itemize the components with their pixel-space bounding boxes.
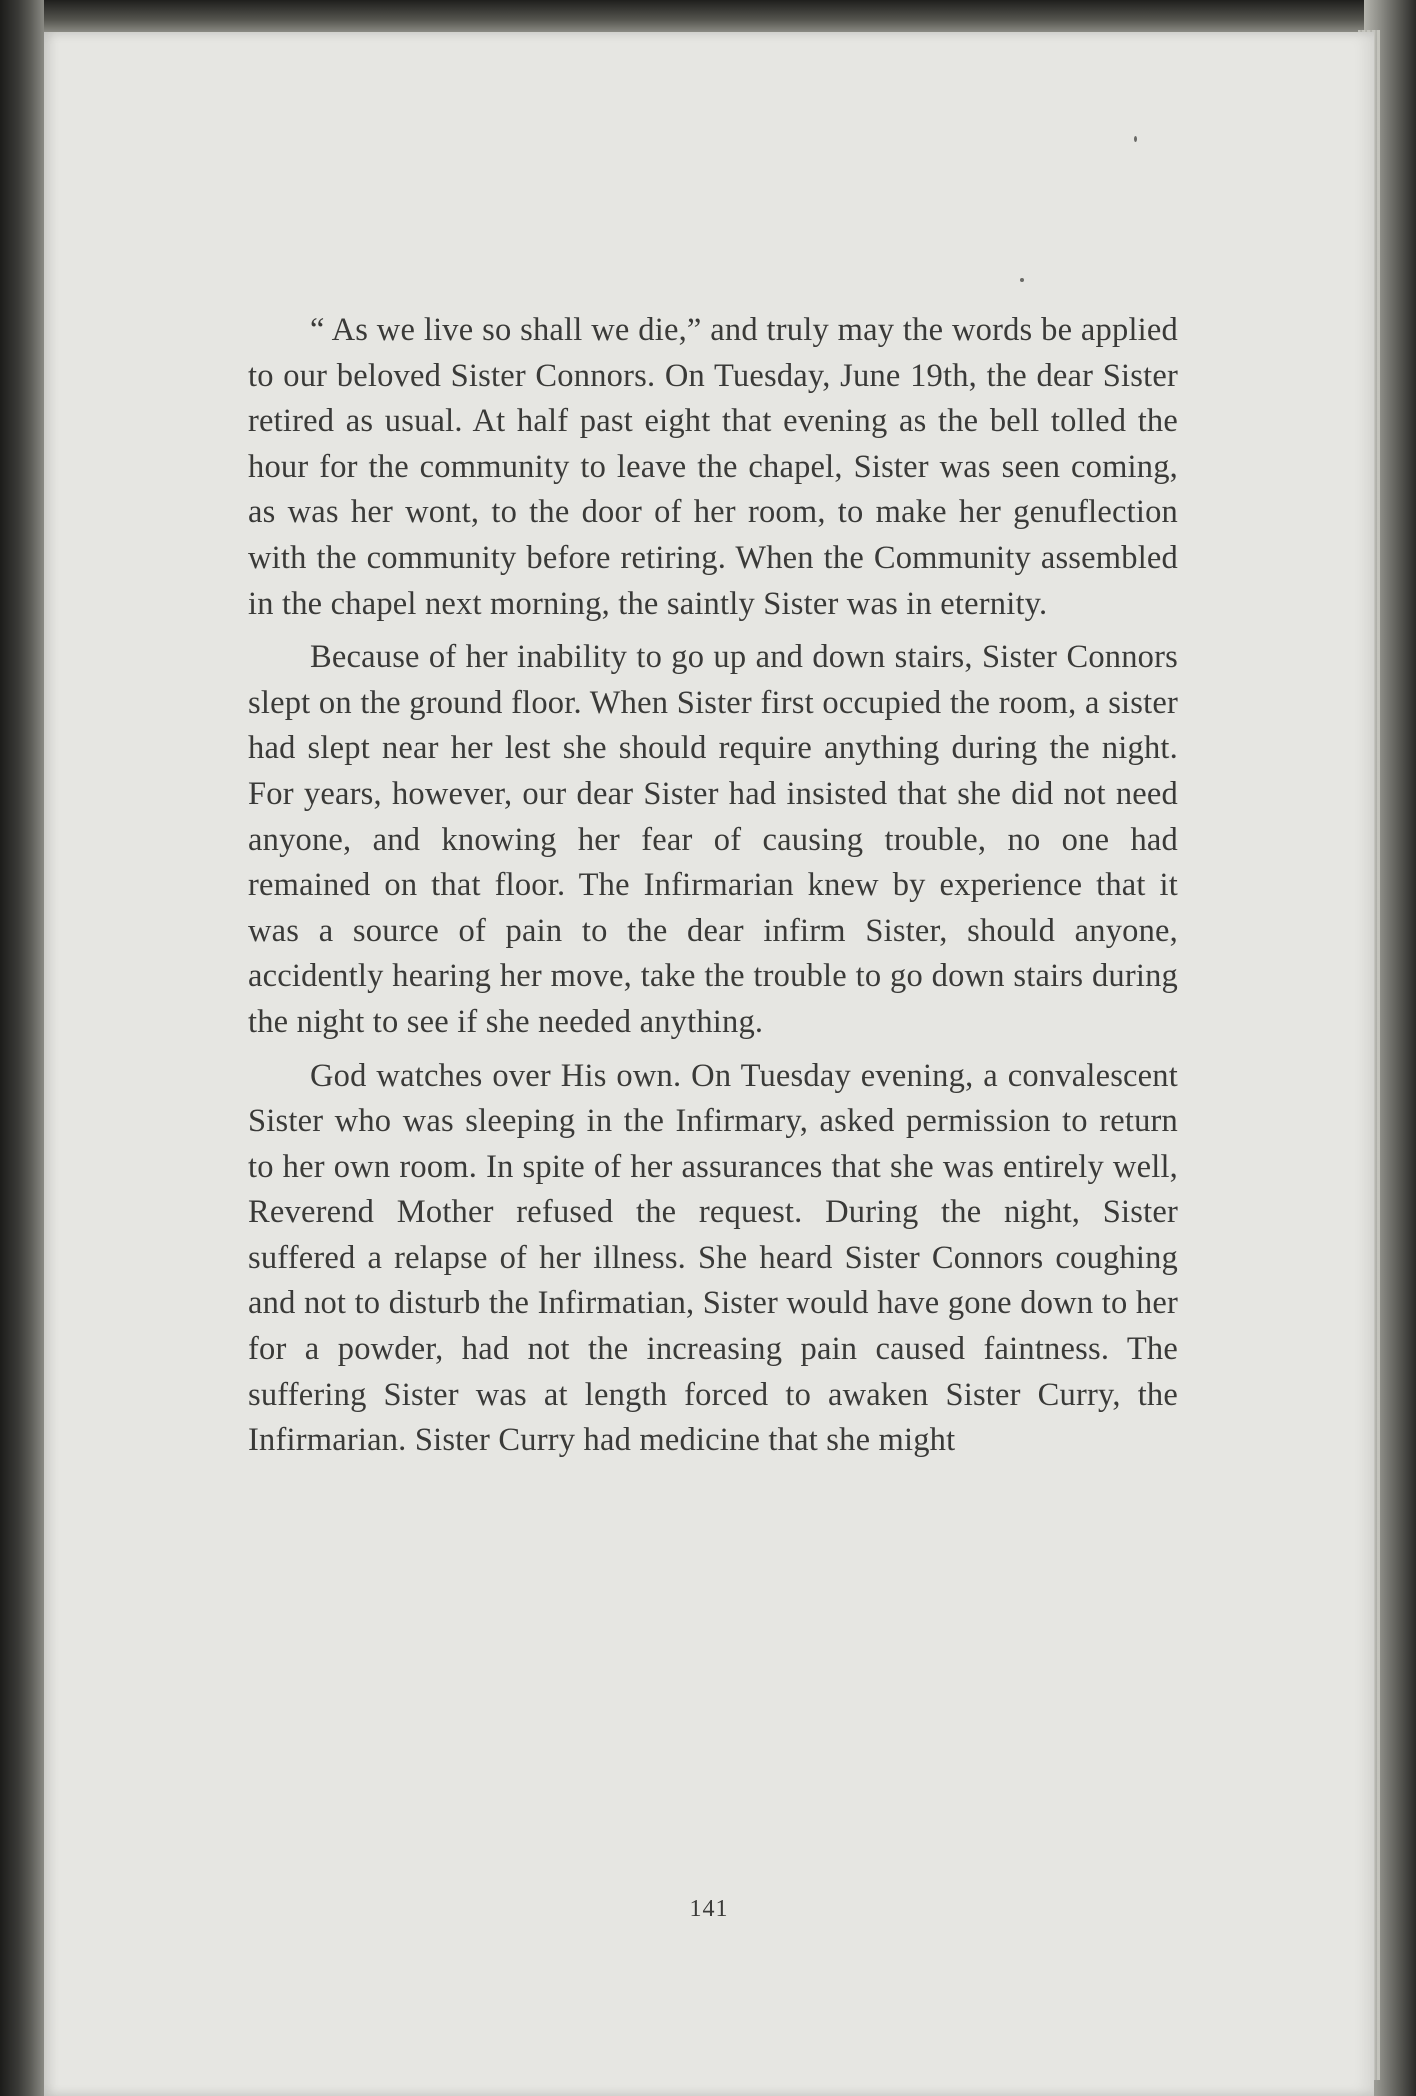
paragraph-1: “ As we live so shall we die,” and truly may the words be applied to our beloved Sister Connors. On Tuesday, June 19th, the dear Sister retired as usual. At half past eight that evening as the bell tolled the hour for the community to leave the chapel, Sister was seen coming, as was her wont, to the door of her room, to make her genuflection with the community before retiring. When the Community assembled in the chapel next morning, the saintly Sister was in eternity. <box>248 312 1178 622</box>
scan-speck <box>1134 136 1137 142</box>
body-text <box>248 308 1178 1464</box>
paragraph-3: God watches over His own. On Tuesday evening, a convalescent Sister who was sleeping in the Infirmary, asked permission to return to her own room. In spite of her assurances that she was entirely well, Reverend Mother refused the request. During the night, Sister suffered a relapse of her illness. She heard Sister Connors coughing and not to disturb the Infirmatian, Sister would have gone down to her for a powder, had not the increasing pain caused faintness. The suffering Sister was at length forced to awaken Sister Curry, the Infirmarian. Sister Curry had medicine that she might <box>248 1057 1178 1459</box>
book-top-edge <box>0 0 1416 36</box>
book-binding <box>0 0 44 2096</box>
book-page <box>44 32 1374 2096</box>
page-number: 141 <box>689 1896 729 1922</box>
paragraph-2: Because of her inability to go up and down stairs, Sister Connors slept on the ground floor. When Sister first occupied the room, a sister had slept near her lest she should require anything during the night. For years, however, our dear Sister had insisted that she did not need anyone, and knowing her fear of causing trouble, no one had remained on that floor. The Infirmarian knew by experience that it was a source of pain to the dear infirm Sister, should anyone, accidently hearing her move, take the trouble to go down stairs during the night to see if she needed anything. <box>248 639 1178 1040</box>
scan-speck <box>1020 278 1024 282</box>
